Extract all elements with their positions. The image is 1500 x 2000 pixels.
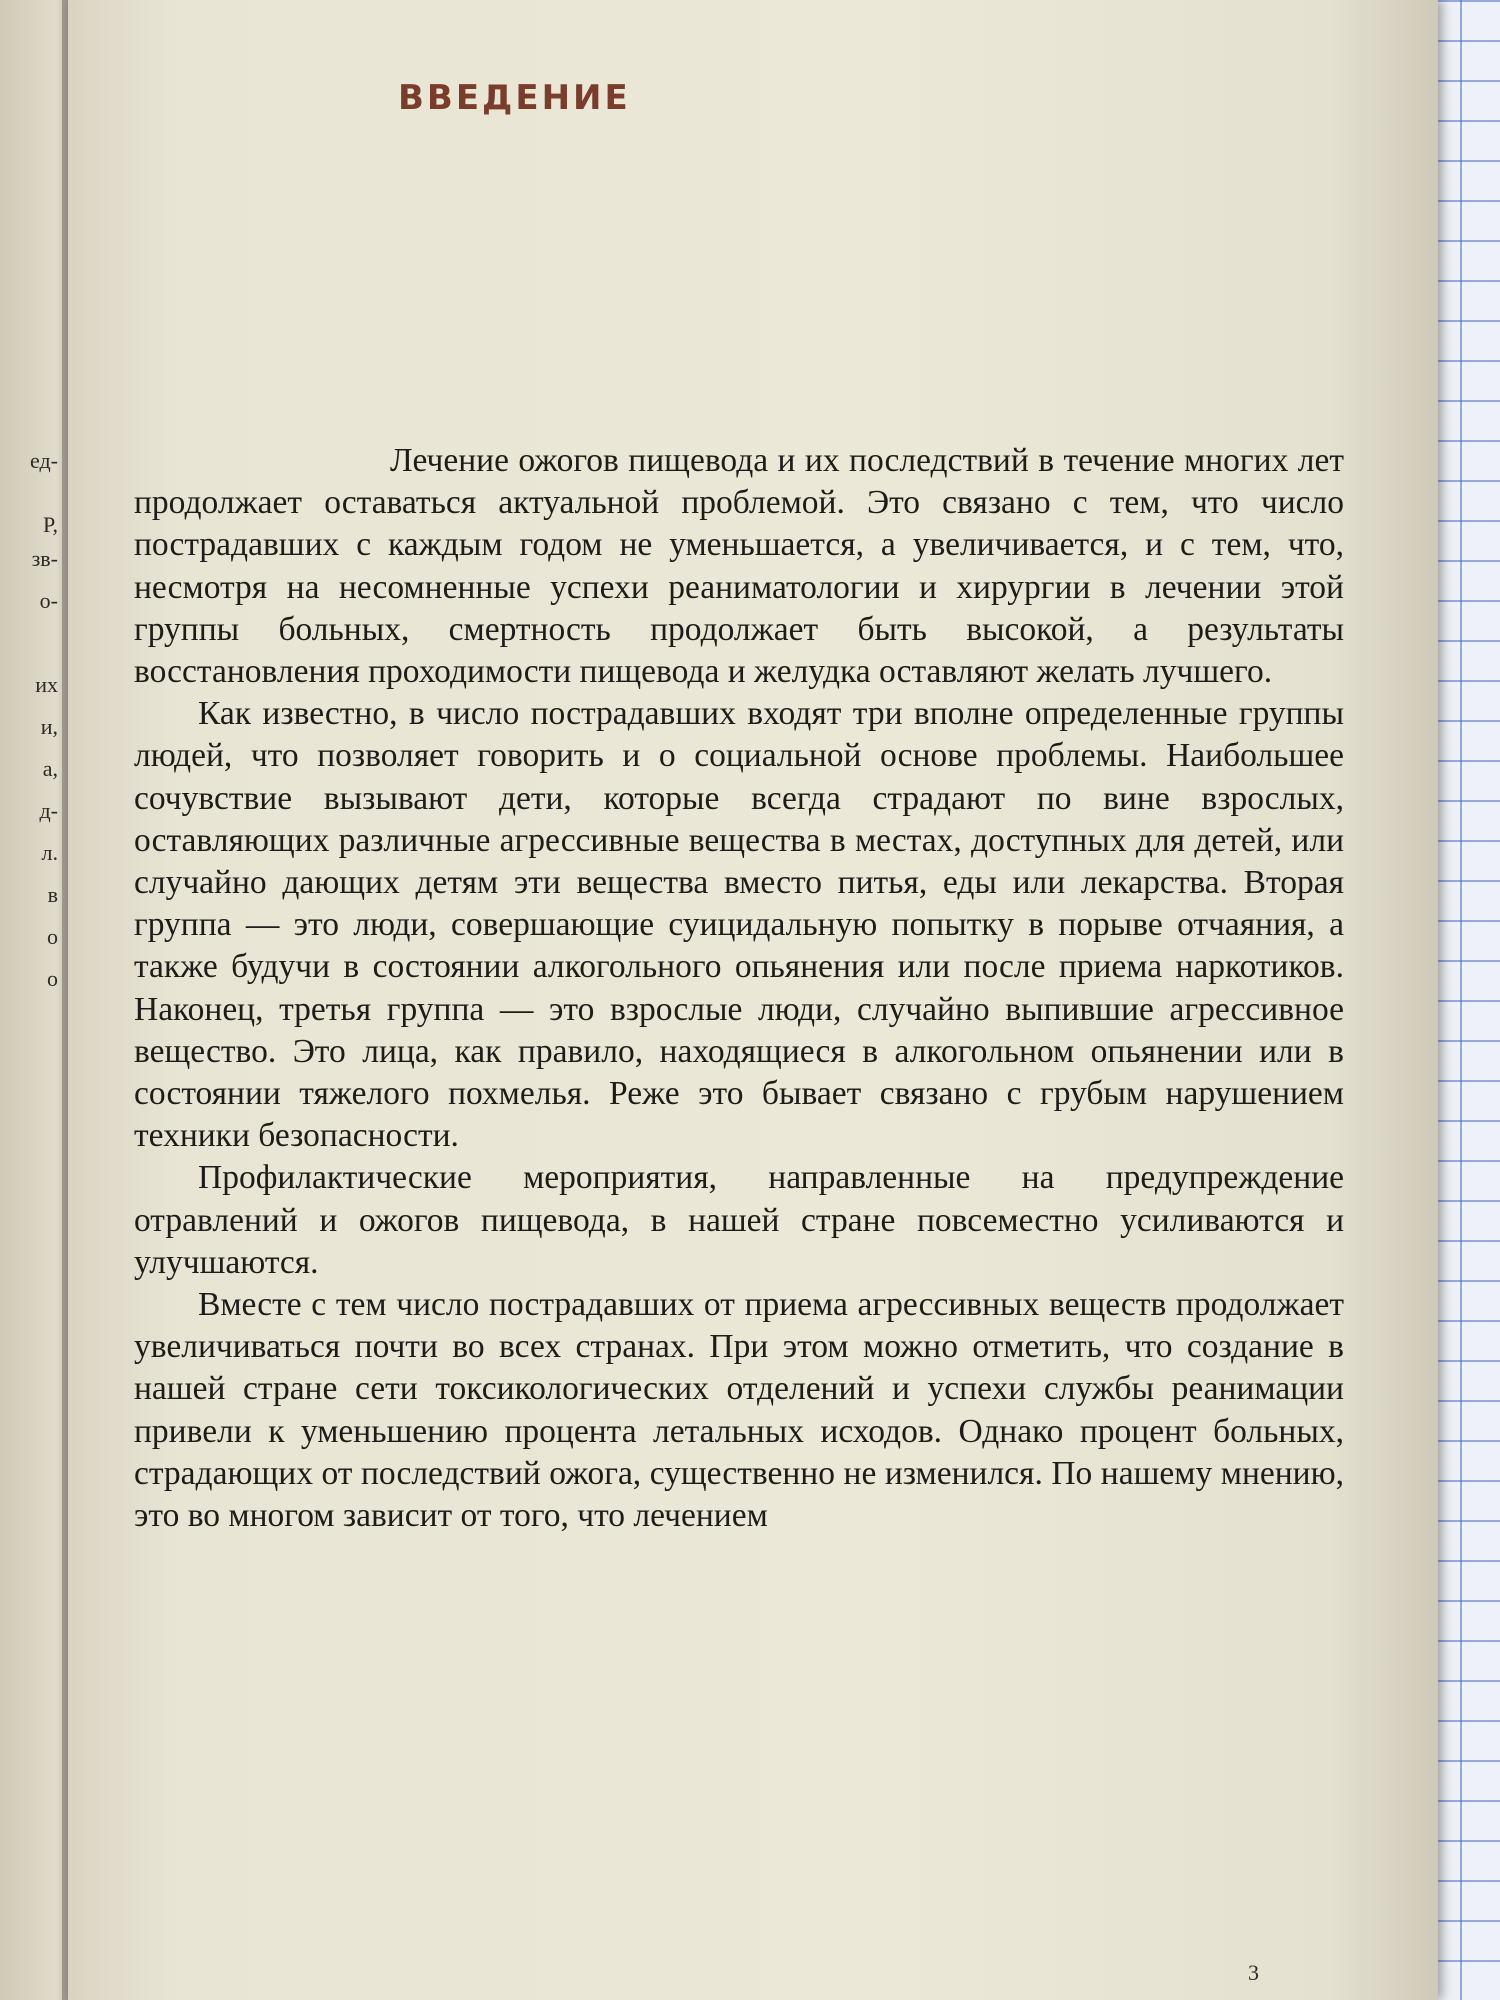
paragraph: Как известно, в число пострадавших входят три вполне определенные группы людей, что позволяет говорить и о социальной основе проблемы. Наибольшее сочувствие вызывают дети, которые всегда страдают по вине взрослых, оставляющих различные агрессивные вещества в местах, доступных для детей, или случайно дающих детям эти вещества вместо питья, еды или лекарства. Вторая группа — это люди, совершающие суицидальную попытку в порыве отчаяния, а также будучи в состоянии алкогольного опьянения или после приема наркотиков. Наконец, третья группа — это взрослые люди, случайно выпившие агрессивное вещество. Это лица, как правило, находящиеся в алкогольном опьянении или в состоянии тяжелого похмелья. Реже это бывает связано с грубым нарушением техники безопасности.: [134, 695, 1344, 1155]
left-fragment: в: [47, 882, 58, 907]
left-fragment: ед-: [30, 448, 58, 473]
left-fragment: Р,: [43, 512, 58, 537]
left-fragment: их: [35, 672, 58, 697]
paragraph: Вместе с тем число пострадавших от приема агрессивных веществ продолжает увеличиваться почти во всех странах. При этом можно отметить, что создание в нашей стране сети токсикологических отделений и успехи службы реанимации привели к уменьшению процента летальных исходов. Однако процент больных, страдающих от последствий ожога, существенно не изменился. По нашему мнению, это во многом зависит от того, что лечением: [134, 1286, 1344, 1535]
left-fragment: а,: [42, 756, 58, 781]
left-fragment: о-: [39, 588, 58, 613]
left-fragment: о: [47, 966, 58, 991]
left-fragment: д-: [39, 798, 58, 823]
left-fragment: л.: [41, 840, 58, 865]
paragraph: Лечение ожогов пищевода и их последствий в течение многих лет продолжает оставаться актуальной проблемой. Это связано с тем, что число пострадавших с каждым годом не уменьшается, а увеличивается, и с тем, что, несмотря на несомненные успехи реаниматологии и хирургии в лечении этой группы больных, смертность продолжает быть высокой, а результаты восстановления проходимости пищевода и желудка оставляют желать лучшего.: [134, 442, 1344, 691]
left-fragment: зв-: [31, 546, 58, 571]
paragraph: Профилактические мероприятия, направленные на предупреждение отравлений и ожогов пищевода, в нашей стране повсеместно усиливаются и улучшаются.: [134, 1159, 1344, 1281]
book-page: [68, 0, 1438, 2000]
body-text: [134, 440, 1344, 1537]
page-number: 3: [1248, 1960, 1259, 1985]
left-fragment: о: [47, 924, 58, 949]
left-page-text-fragments: [2, 440, 62, 1000]
left-fragment: и,: [40, 714, 58, 739]
chapter-heading: ВВЕДЕНИЕ: [398, 78, 631, 118]
left-fragment: [2, 622, 62, 664]
